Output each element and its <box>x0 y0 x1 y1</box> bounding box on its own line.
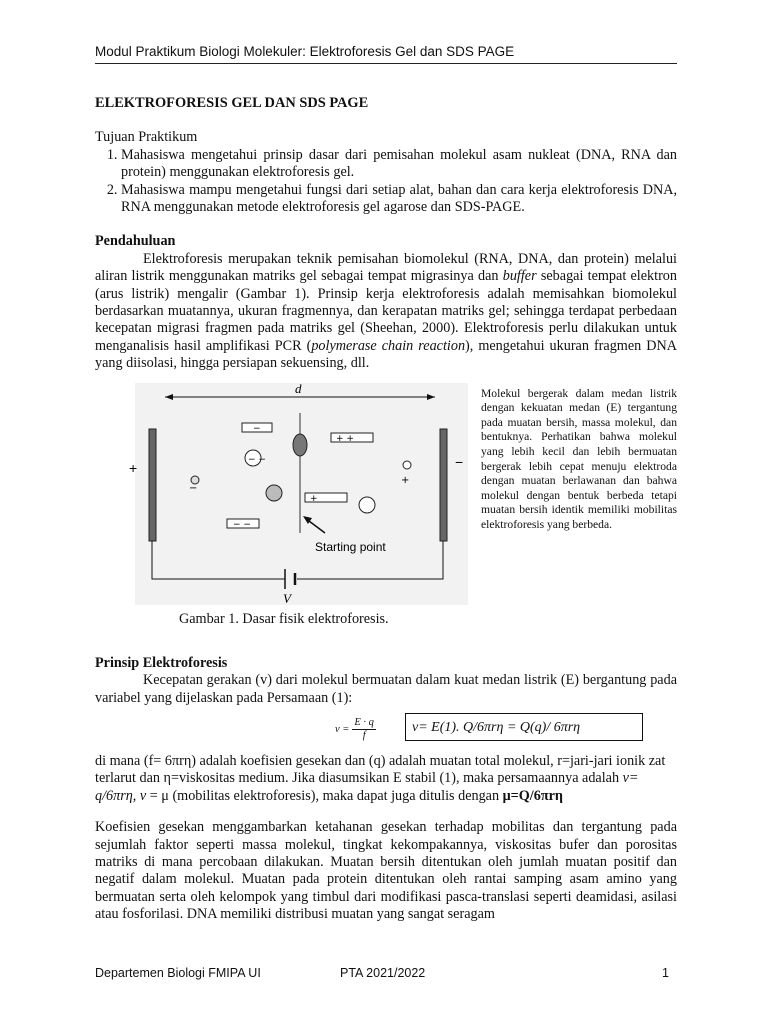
footer-department: Departemen Biologi FMIPA UI <box>95 966 261 980</box>
plus-label: + <box>129 459 138 476</box>
principle-paragraph-1: Kecepatan gerakan (v) dari molekul bermuatan dalam kuat medan listrik (E) bergantung pada variabel yang dijelaskan pada Persamaan (1): <box>95 672 677 706</box>
objectives-list <box>95 147 677 217</box>
objectives-label: Tujuan Praktikum <box>95 129 198 146</box>
molecule-small-positive <box>403 461 411 469</box>
principle-paragraph-2 <box>95 753 677 805</box>
charge-sign: + <box>310 493 318 504</box>
principle-equation: v <box>139 787 147 804</box>
cathode-electrode <box>440 429 447 541</box>
principle-text: = μ (mobilitas elektroforesis), maka dapat juga ditulis dengan <box>146 787 503 804</box>
running-header: Modul Praktikum Biologi Molekuler: Elektroforesis Gel dan SDS PAGE <box>95 44 515 59</box>
distance-label: d <box>295 380 302 396</box>
figure-caption: Gambar 1. Dasar fisik elektroforesis. <box>179 610 389 627</box>
intro-heading: Pendahuluan <box>95 233 176 250</box>
charge-sign: − − <box>233 519 251 530</box>
page-title: ELEKTROFORESIS GEL DAN SDS PAGE <box>95 95 369 111</box>
charge-sign: + <box>401 474 410 486</box>
principle-heading: Prinsip Elektroforesis <box>95 654 228 671</box>
molecule-dark <box>293 434 307 456</box>
charge-sign: − <box>189 482 198 494</box>
charge-sign: − <box>253 423 261 434</box>
intro-paragraph <box>95 251 677 373</box>
footer-term: PTA 2021/2022 <box>340 966 426 980</box>
equation-small <box>335 717 376 742</box>
equation-box: v= E(1). Q/6πrη = Q(q)/ 6πrη <box>405 713 643 741</box>
electrophoresis-diagram <box>129 380 468 606</box>
objective-item: 2. Mahasiswa mampu mengetahui fungsi dari setiap alat, bahan dan cara kerja elektroforesis DNA, RNA menggunakan metode elektroforesis gel agarose dan SDS-PAGE. <box>121 182 677 217</box>
charge-sign: + + <box>336 433 354 444</box>
equation-numerator: E · q <box>354 716 374 728</box>
main-content <box>95 95 677 924</box>
principle-text: , <box>132 787 140 804</box>
principle-paragraph-3: Koefisien gesekan menggambarkan ketahanan gesekan terhadap mobilitas dan tergantung pada sejumlah faktor seperti massa molekul, tingkat kekompakannya, viskositas bufer dan porositas matriks di mana percobaan dilakukan. Muatan bersih ditentukan oleh jumlah muatan positif dan negatif dalam molekul. Muatan pada protein ditentukan oleh rantai samping asam amino yang bermuatan serta oleh kelompok yang timbul dari modifikasi pasca-translasi seperti deamidasi, asilasi atau fosforilasi. DNA memiliki distribusi muatan yang sangat seragam <box>95 819 677 923</box>
intro-term-buffer: buffer <box>502 268 537 285</box>
footer-page-number: 1 <box>662 966 669 980</box>
voltage-label: V <box>283 590 291 606</box>
intro-text: ), mengetahui ukuran fragmen DNA yang diisolasi, hingga persiapan sekuensing, dll. <box>95 337 677 372</box>
header-rule <box>95 63 677 64</box>
objective-item: 1. Mahasiswa mengetahui prinsip dasar dari pemisahan molekul asam nukleat (DNA, RNA dan protein) menggunakan elektroforesis gel. <box>121 147 677 182</box>
molecule-gray <box>266 485 282 501</box>
starting-point-label: Starting point <box>315 539 386 554</box>
principle-equation: v= q/6πrη <box>95 770 639 804</box>
charge-sign: − − <box>248 454 266 465</box>
molecule-circle-positive <box>359 497 375 513</box>
equation-denominator: f <box>362 729 366 741</box>
figure-1 <box>95 380 677 655</box>
anode-electrode <box>149 429 156 541</box>
figure-description: Molekul bergerak dalam medan listrik dengan kekuatan medan (E) tergantung pada muatan bersih, massa molekul, dan bentuknya. Perhatikan bahwa molekul yang lebih kecil dan lebih bermuatan bergerak lebih cepat menuju elektroda dengan muatan berlawanan dan bahwa molekul dengan bentuk berbeda tetapi muatan bersih identik memiliki mobilitas elektroforesis yang berbeda. <box>481 386 677 532</box>
equation-fraction <box>352 717 376 742</box>
intro-text: sebagai tempat elektron (arus listrik) mengalir (Gambar 1). Prinsip kerja elektroforesis adalah memisahkan biomolekul berdasarkan muatannya, ukuran fragmennya, dan kerapatan matriks gel; sehingga terdapat perbedaan kecepatan migrasi fragmen pada matriks gel (Sheehan, 2000). Elektroforesis perlu dilakukan untuk menganalisis hasil amplifikasi PCR ( <box>95 268 677 354</box>
intro-text: Elektroforesis merupakan teknik pemisahan biomolekul (RNA, DNA, dan protein) melalui aliran listrik menggunakan matriks gel sebagai tempat migrasinya dan <box>95 250 677 285</box>
minus-label: − <box>455 453 464 470</box>
principle-equation-bold: μ=Q/6πrη <box>502 787 563 804</box>
intro-term-pcr: polymerase chain reaction <box>311 337 466 354</box>
principle-text: di mana (f= 6πrη) adalah koefisien gesekan dan (q) adalah muatan total molekul, r=jari-jari ionik zat terlarut dan η=viskositas medium. Jika diasumsikan E stabil (1), maka persamaannya adalah <box>95 752 666 787</box>
equation-lhs: v = <box>335 723 350 735</box>
figure-background <box>135 380 468 605</box>
equation-1 <box>95 713 677 749</box>
